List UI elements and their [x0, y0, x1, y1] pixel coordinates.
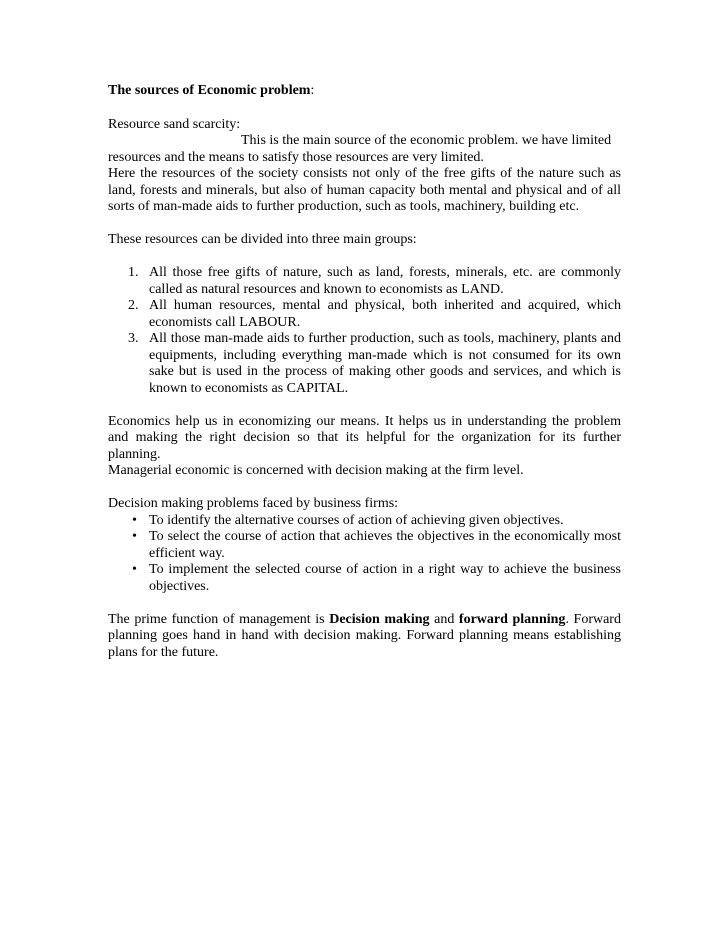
list-number: 3. [128, 331, 139, 346]
title-bold: The sources of Economic problem [108, 83, 311, 98]
prime-text-3: . Forward planning goes hand in hand with decision making. Forward planning means establishing plans for the future. [108, 611, 621, 660]
document-page [108, 83, 621, 661]
list-item [108, 331, 621, 397]
title-colon: : [310, 83, 315, 98]
list-item-text: All human resources, mental and physical, both inherited and acquired, which economists call LABOUR. [149, 298, 621, 330]
prime-text-2: and [429, 611, 459, 627]
list-item-text: To select the course of action that achieves the objectives in the economically most efficient way. [149, 529, 621, 561]
list-item [108, 513, 621, 530]
list-item [108, 562, 621, 595]
list-item-text: To identify the alternative courses of action of achieving given objectives. [149, 512, 564, 528]
list-item-text: To implement the selected course of action in a right way to achieve the business objectives. [149, 562, 621, 594]
list-item-text: All those free gifts of nature, such as land, forests, minerals, etc. are commonly called as natural resources and known to economists as LAND. [149, 265, 621, 297]
page-title [108, 83, 621, 100]
list-item-text: All those man-made aids to further production, such as tools, machinery, plants and equipments, including everything man-made which is not consumed for its own sake but is used in the process of making other goods and services, and which is known to economists as CAPITAL. [149, 331, 621, 396]
scarcity-label: Resource sand scarcity: [108, 116, 241, 132]
prime-function-paragraph [108, 612, 621, 662]
list-number: 1. [128, 265, 139, 280]
managerial-paragraph: Managerial economic is concerned with decision making at the firm level. [108, 463, 524, 478]
list-item [108, 265, 621, 298]
bullet-icon: • [132, 529, 137, 544]
decision-intro: Decision making problems faced by business firms: [108, 496, 399, 511]
list-item [108, 298, 621, 331]
scarcity-indent-line: This is the main source of the economic problem. we have limited [241, 133, 612, 148]
economics-paragraph: Economics help us in economizing our means. It helps us in understanding the problem and making the right decision so that its helpful for the organization for its further planning. [108, 413, 621, 462]
scarcity-rest-line: resources and the means to satisfy those resources are very limited. [108, 149, 484, 165]
scarcity-paragraph: Here the resources of the society consists not only of the free gifts of the nature such as land, forests and minerals, but also of human capacity both mental and physical and of all sorts of man-made aids to further production, such as tools, machinery, building etc. [108, 166, 621, 214]
list-number: 2. [128, 298, 139, 313]
decision-making-term: Decision making [329, 611, 430, 627]
scarcity-intro [108, 133, 621, 166]
bullet-icon: • [132, 562, 137, 577]
decision-problems-list [108, 513, 621, 596]
groups-intro: These resources can be divided into three main groups: [108, 232, 417, 247]
bullet-icon: • [132, 512, 137, 528]
forward-planning-term: forward planning [458, 611, 566, 627]
resource-groups-list [108, 265, 621, 397]
prime-text-1: The prime function of management is [108, 611, 330, 627]
list-item [108, 529, 621, 562]
